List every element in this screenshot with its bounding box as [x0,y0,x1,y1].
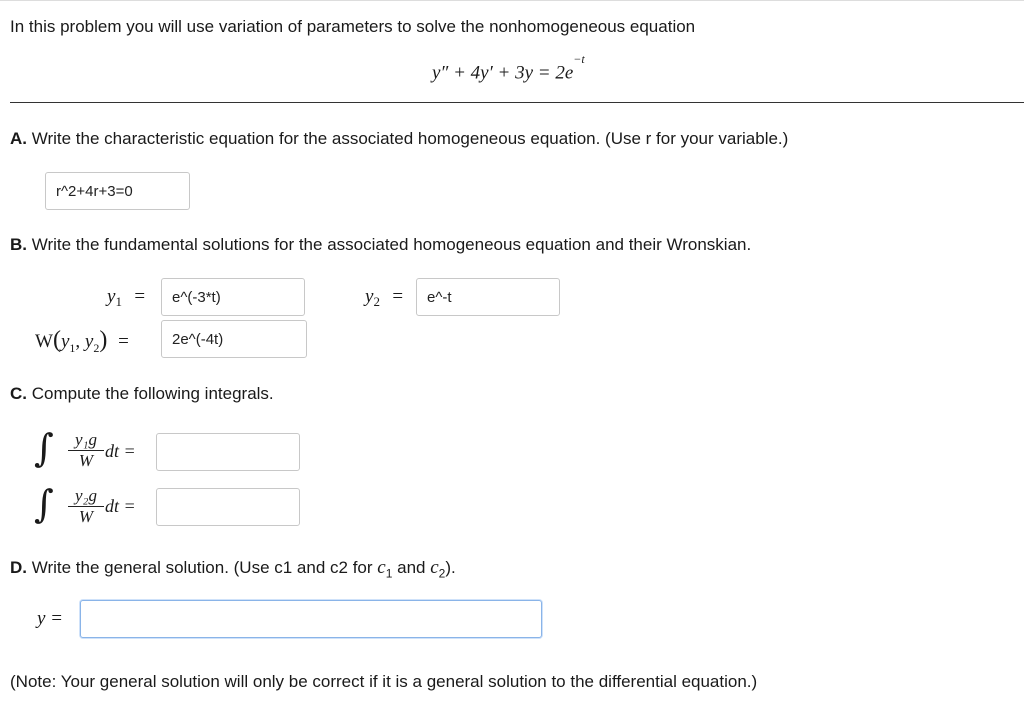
integral-1-numerator: y₁g [75,430,97,449]
part-b-letter: B. [10,235,27,254]
part-d-text-pre: Write the general solution. (Use c1 and c2 for [31,558,378,577]
c2-subscript: 2 [438,566,446,581]
part-d-text-post: ). [445,558,456,577]
y1-equals: = [134,286,146,307]
integral-2-dt: dt = [105,496,136,516]
y1-label [107,286,145,310]
integral-2-fraction [68,487,104,526]
part-c-text: Compute the following integrals. [31,384,274,403]
equation-lhs: y″ + 4y′ + 3y = 2e [432,62,574,84]
part-c-letter: C. [10,384,27,403]
wronskian-label: $W(y_1$, $y_2$) = [35,327,129,355]
integral-sign-1: ∫ [34,426,54,470]
intro-text: In this problem you will use variation of parameters to solve the nonhomogeneous equation [10,17,696,36]
integral-1-input[interactable] [156,433,300,471]
integral-2-denominator: W [78,507,94,526]
y2-value: e^-t [427,288,452,306]
general-solution-label: y = [37,608,64,629]
wronskian-value: 2e^(-4t) [172,330,224,348]
wronskian-equals: = [118,331,129,352]
c2-symbol: c [430,557,439,578]
wronskian-input[interactable] [161,320,307,358]
part-a-text: Write the characteristic equation for the associated homogeneous equation. (Use r for your variable.) [31,129,789,148]
y2-equals: = [392,286,404,307]
part-b-text: Write the fundamental solutions for the associated homogeneous equation and their Wronskian. [31,235,752,254]
part-b-heading [10,234,751,256]
integral-2-numerator: y₂g [75,486,97,505]
y2-label [365,286,403,310]
c1-symbol: c [377,557,386,578]
integral-2-input[interactable] [156,488,300,526]
part-d-and: and [392,558,431,577]
integral-sign-2: ∫ [34,482,54,526]
y1-value: e^(-3*t) [172,288,221,306]
integral-1-denominator: W [78,451,94,470]
part-c-heading [10,383,274,405]
characteristic-equation-value: r^2+4r+3=0 [56,182,133,200]
characteristic-equation-input[interactable] [45,172,190,210]
y1-subscript: 1 [115,294,122,310]
y1-input[interactable] [161,278,305,316]
integral-1-fraction [68,431,104,470]
part-d-letter: D. [10,558,27,577]
y2-symbol: y [365,286,374,307]
y2-input[interactable] [416,278,560,316]
part-a-letter: A. [10,129,27,148]
equation-exponent: −t [573,52,585,66]
note-text: (Note: Your general solution will only be correct if it is a general solution to the differential equation.) [10,672,758,691]
integral-1-dt: dt = [105,441,136,461]
top-border [0,0,1024,1]
part-a-heading [10,128,788,150]
wronskian-symbol: W [35,331,53,352]
divider-line [10,102,1024,103]
y2-subscript: 2 [373,294,380,310]
part-d-heading [10,557,456,584]
main-equation [432,52,585,84]
c1-subscript: 1 [385,566,393,581]
y1-symbol: y [107,286,116,307]
general-solution-input[interactable] [80,600,542,638]
